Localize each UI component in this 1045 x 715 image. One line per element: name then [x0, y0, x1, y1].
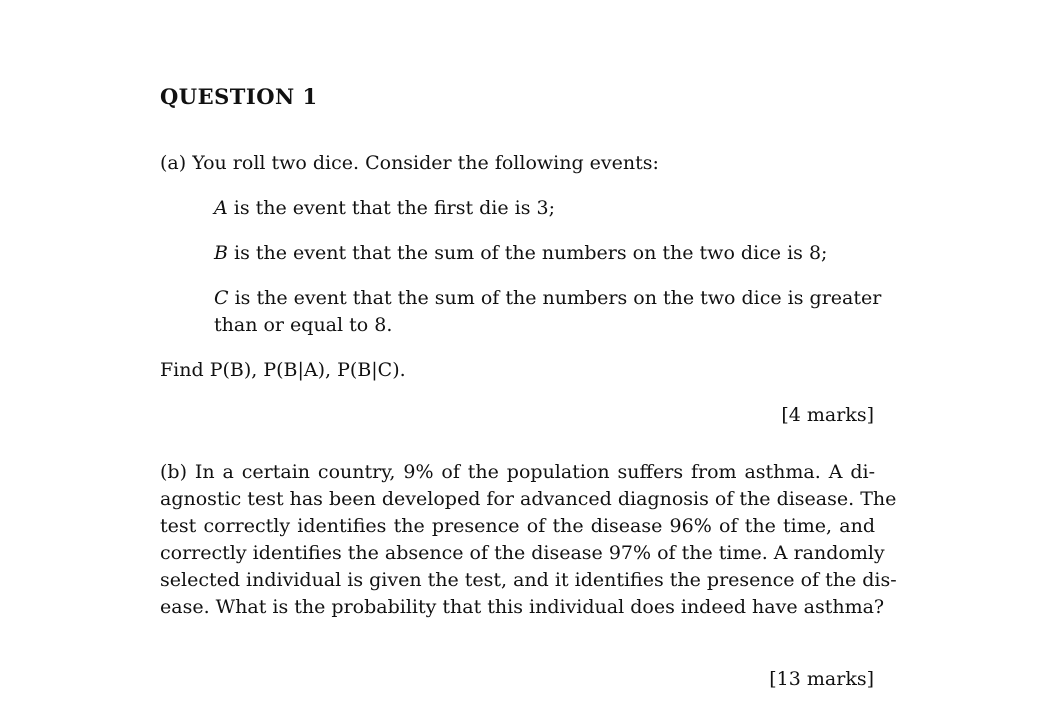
part-b-line: test correctly identifies the presence of the disease 96% of the time, and: [160, 515, 875, 537]
part-b-line: (b) In a certain country, 9% of the population suffers from asthma. A di-: [160, 461, 875, 483]
part-b-paragraph: [160, 459, 897, 621]
part-b-line: ease. What is the probability that this individual does indeed have asthma?: [160, 596, 885, 618]
question-heading: QUESTION 1: [160, 84, 318, 109]
event-a-symbol: A: [214, 197, 228, 219]
event-c: [214, 285, 881, 312]
part-b-line: selected individual is given the test, and it identifies the presence of the dis-: [160, 569, 897, 591]
event-c-continuation: than or equal to 8.: [214, 314, 393, 336]
event-a-text: is the event that the first die is 3;: [227, 197, 556, 219]
part-b-line: correctly identifies the absence of the disease 97% of the time. A randomly: [160, 542, 885, 564]
event-a: [214, 195, 555, 222]
part-a-intro: (a) You roll two dice. Consider the following events:: [160, 152, 659, 174]
event-c-text-line1: is the event that the sum of the numbers on the two dice is greater: [228, 287, 882, 309]
event-b-text: is the event that the sum of the numbers on the two dice is 8;: [227, 242, 828, 264]
part-a-marks: [4 marks]: [781, 404, 874, 426]
event-b-symbol: B: [214, 242, 228, 264]
event-c-symbol: C: [214, 287, 229, 309]
part-a-find: Find P(B), P(B|A), P(B|C).: [160, 359, 406, 381]
event-b: [214, 240, 827, 267]
part-b-line: agnostic test has been developed for advanced diagnosis of the disease. The: [160, 488, 897, 510]
part-b-marks: [13 marks]: [769, 668, 874, 690]
